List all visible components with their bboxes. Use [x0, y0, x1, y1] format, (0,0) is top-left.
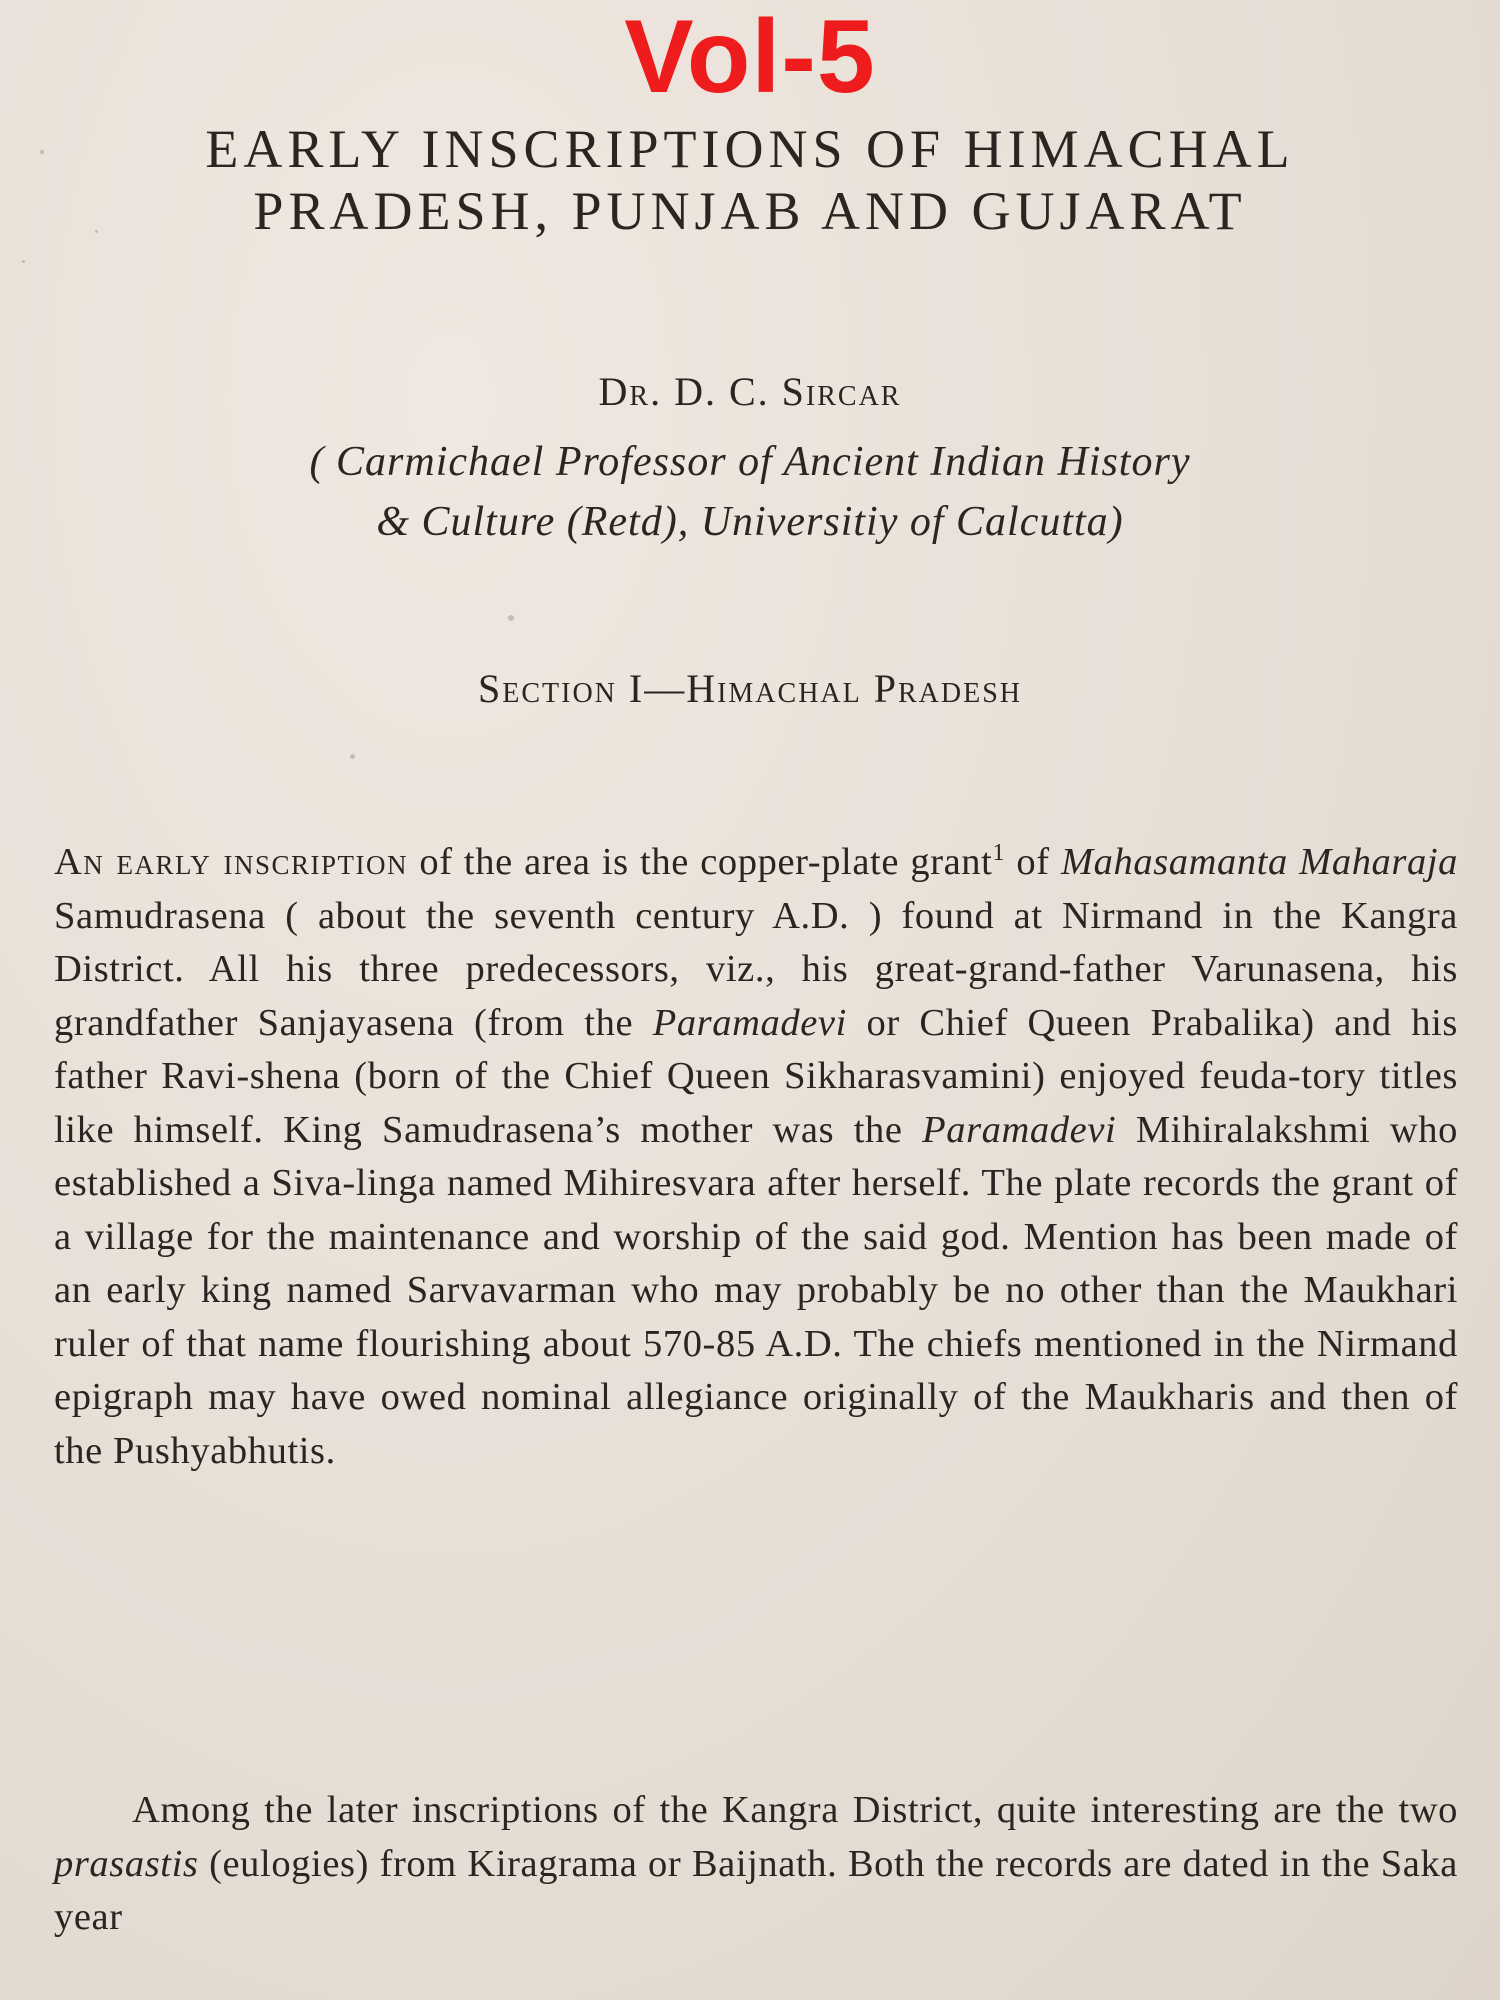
- paragraph-text: of: [1005, 841, 1061, 883]
- paragraph-text: Mihiralakshmi who established a Siva-linga named Mihiresvara after herself. The plate records the grant of a village for the maintenance and worship of the said god. Mention has been made of an early king named Sarvavarman who may probably be no other than the Maukhari ruler of that name flourishing about 570-85 A.D. The chiefs mentioned in the Nirmand epigraph may have owed nominal allegiance originally of the Maukharis and then of the Pushyabhutis.: [54, 1108, 1458, 1472]
- paper-speck: [40, 150, 44, 154]
- title-line-1: EARLY INSCRIPTIONS OF HIMACHAL: [205, 119, 1295, 179]
- italic-term: Mahasamanta Maharaja: [1060, 841, 1458, 883]
- footnote-marker: 1: [992, 840, 1006, 867]
- article-title: [100, 118, 1400, 242]
- paragraph-lead-smallcaps: An early inscription: [54, 841, 409, 883]
- affiliation-line-1: ( Carmichael Professor of Ancient Indian History: [309, 439, 1191, 485]
- author-name: Dr. D. C. Sircar: [598, 369, 902, 414]
- paragraph-text: Samudrasena ( about the seventh century A.D. ) found at Nirmand in the Kangra District. All his three predecessors, viz., his great-grand-father Varunasena, his grandfather Sanjayasena (from the: [54, 894, 1458, 1044]
- italic-term: Paramadevi: [652, 1001, 847, 1044]
- author-affiliation: [150, 432, 1350, 552]
- title-line-2: PRADESH, PUNJAB AND GUJARAT: [253, 181, 1247, 241]
- body-paragraph-1: [54, 836, 1458, 1478]
- body-paragraph-2: [54, 1784, 1458, 1945]
- paragraph-text: or Chief Queen Prabalika) and his father Ravi-shena (born of the Chief Queen Sikharasvamini) enjoyed feuda-tory titles like himself. King Samudrasena’s mother was the: [54, 1001, 1458, 1151]
- paragraph-text: of the area is the copper-plate grant: [408, 841, 993, 883]
- italic-term: Paramadevi: [922, 1108, 1117, 1151]
- paper-speck: [350, 754, 355, 759]
- affiliation-line-2: & Culture (Retd), Universitiy of Calcutta): [376, 499, 1124, 545]
- paragraph-text: (eulogies) from Kiragrama or Baijnath. Both the records are dated in the Saka year: [54, 1842, 1458, 1938]
- paper-speck: [95, 230, 98, 233]
- volume-label: Vol-5: [624, 0, 876, 115]
- paper-speck: [508, 615, 514, 621]
- section-heading: Section I—Himachal Pradesh: [477, 666, 1023, 711]
- paper-speck: [22, 260, 25, 263]
- italic-term: prasastis: [54, 1842, 199, 1885]
- paragraph-text: Among the later inscriptions of the Kangra District, quite interesting are the two: [132, 1789, 1458, 1831]
